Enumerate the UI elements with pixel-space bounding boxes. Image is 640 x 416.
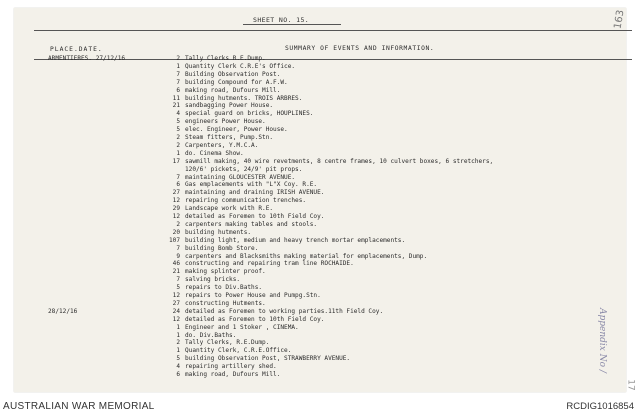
entry-text: maintaining GLOUCESTER AVENUE.: [185, 173, 296, 181]
entry-text: making road, Dufours Mill.: [185, 86, 281, 94]
entry-count: 2: [176, 141, 180, 149]
entry-row: [48, 316, 608, 324]
entry-row: [48, 134, 608, 142]
entry-count: 7: [176, 276, 180, 284]
entry-row: [48, 189, 608, 197]
footer-archive-name: AUSTRALIAN WAR MEMORIAL: [3, 401, 155, 412]
entry-row: [48, 276, 608, 284]
entry-count: 5: [176, 118, 180, 126]
entry-count: 6: [176, 181, 180, 189]
entry-count: 12: [172, 197, 180, 205]
entry-text: Tally Clerks, R.E.Dump.: [185, 339, 270, 347]
entry-text: sandbagging Power House.: [185, 102, 274, 110]
entry-row: [48, 126, 608, 134]
entry-count: 9: [176, 252, 180, 260]
entry-count: 1: [176, 62, 180, 70]
margin-annotation: Appendix No /: [597, 308, 607, 373]
entry-text: Tally Clerks R.E.Dump.: [185, 55, 266, 62]
entry-text: do. Div.Baths.: [185, 331, 237, 339]
entry-count: 12: [172, 315, 180, 323]
entry-text: building light, medium and heavy trench mortar emplacements.: [185, 236, 406, 244]
entry-text: Building Observation Post.: [185, 70, 281, 78]
entry-row: [48, 363, 608, 371]
sheet-number-underline: [243, 24, 341, 25]
entry-text: repairing artillery shed.: [185, 363, 277, 371]
entry-text: detailed as Foremen to 10th Field Coy.: [185, 315, 325, 323]
entry-text: repairing communication trenches.: [185, 197, 307, 205]
entry-count: 7: [176, 70, 180, 78]
entry-text: 120/6' pickets, 24/9' pit props.: [185, 165, 303, 173]
entry-row: [48, 205, 608, 213]
entry-text: special guard on bricks, HOUPLINES.: [185, 110, 314, 118]
entry-row: [48, 166, 608, 174]
sheet-number: SHEET NO. 15.: [253, 16, 310, 24]
entry-text: building Observation Post, STRAWBERRY AVENUE.: [185, 355, 351, 363]
footer-record-id: RCDIG1016854: [566, 401, 634, 412]
entry-text: detailed as Foremen to 10th Field Coy.: [185, 213, 325, 220]
entry-text: Quantity Clerk, C.R.E.Office.: [185, 347, 292, 355]
entry-row: [48, 102, 608, 110]
entry-text: carpenters and Blacksmiths making material for emplacements, Dump.: [185, 252, 428, 260]
entry-row: [48, 300, 608, 308]
entry-count: 17: [172, 157, 180, 165]
entry-row: [48, 347, 608, 355]
entry-count: 21: [172, 268, 180, 276]
entry-text: detailed as Foremen to working parties.11th Field Coy.: [185, 307, 384, 315]
entry-count: 27: [172, 189, 180, 197]
entry-row: [48, 324, 608, 332]
entry-row: [48, 245, 608, 253]
entry-row: [48, 118, 608, 126]
entry-count: 1: [176, 347, 180, 355]
entry-count: 2: [176, 339, 180, 347]
entry-count: 6: [176, 86, 180, 94]
entry-text: salving bricks.: [185, 276, 241, 284]
entry-text: Engineer and 1 Stoker , CINEMA.: [185, 323, 299, 331]
entry-row: [48, 55, 608, 63]
entry-row: [48, 292, 608, 300]
entry-count: 1: [176, 323, 180, 331]
entry-row: [48, 63, 608, 71]
entry-count: 7: [176, 244, 180, 252]
entry-count: 29: [172, 205, 180, 213]
entry-count: 7: [176, 173, 180, 181]
entry-text: Landscape work with R.E.: [185, 205, 274, 213]
entry-count: 1: [176, 331, 180, 339]
entry-text: Quantity Clerk C.R.E's Office.: [185, 62, 296, 70]
entry-row: [48, 197, 608, 205]
entry-text: making road, Dufours Mill.: [185, 371, 281, 378]
entry-row: [48, 181, 608, 189]
entry-count: 2: [176, 134, 180, 141]
entry-count: 4: [176, 110, 180, 118]
entry-text: maintaining and draining IRISH AVENUE.: [185, 189, 325, 197]
entry-count: 5: [176, 284, 180, 292]
entry-count: 107: [168, 236, 180, 244]
entry-count: 6: [176, 371, 180, 378]
entry-text: constructing Hutments.: [185, 299, 266, 307]
entry-text: building Compound for A.F.W.: [185, 78, 288, 86]
entry-row: [48, 268, 608, 276]
header-rule-top: [34, 30, 632, 31]
entry-row: [48, 308, 608, 316]
entry-row: [48, 237, 608, 245]
entry-text: elec. Engineer, Power House.: [185, 126, 288, 134]
entry-text: repairs to Power House and Pumpg.Stn.: [185, 292, 321, 299]
entry-text: Carpenters, Y.M.C.A.: [185, 141, 259, 149]
summary-heading: SUMMARY OF EVENTS AND INFORMATION.: [285, 45, 435, 52]
entry-row: [48, 150, 608, 158]
entry-count: 12: [172, 213, 180, 220]
entry-row: [48, 284, 608, 292]
entry-count: 21: [172, 102, 180, 110]
entry-place-date: 28/12/16: [48, 307, 78, 315]
entry-count: 1: [176, 149, 180, 157]
entry-count: 12: [172, 292, 180, 299]
entry-row: [48, 110, 608, 118]
entry-count: 46: [172, 260, 180, 268]
page-corner-number: 163: [612, 9, 627, 30]
entry-row: [48, 229, 608, 237]
entry-count: 2: [176, 55, 180, 62]
entry-row: [48, 174, 608, 182]
entry-row: [48, 95, 608, 103]
entry-row: [48, 142, 608, 150]
entry-text: engineers Power House.: [185, 118, 266, 126]
entry-text: Steam fitters, Pump.Stn.: [185, 134, 274, 141]
entry-row: [48, 339, 608, 347]
entry-row: [48, 332, 608, 340]
entry-count: 24: [172, 307, 180, 315]
entry-count: 5: [176, 355, 180, 363]
entry-text: Gas emplacements with "L"X Coy. R.E.: [185, 181, 318, 189]
entry-text: sawmill making, 40 wire revetments, 8 centre frames, 10 culvert boxes, 6 stretchers,: [185, 157, 494, 165]
entry-text: building hutments.: [185, 228, 252, 236]
entry-row: [48, 158, 608, 166]
entry-text: building Bomb Store.: [185, 244, 259, 252]
entry-row: [48, 71, 608, 79]
entry-text: making splinter proof.: [185, 268, 266, 276]
entry-row: [48, 260, 608, 268]
entry-row: [48, 87, 608, 95]
entry-text: constructing and repairing tram line ROCHAIDE.: [185, 260, 354, 268]
entry-text: building hutments. TROIS ARBRES.: [185, 94, 303, 102]
entry-row: [48, 253, 608, 261]
entry-row: [48, 79, 608, 87]
entry-row: [48, 213, 608, 221]
entry-count: 27: [172, 299, 180, 307]
entry-row: [48, 355, 608, 363]
entry-count: 2: [176, 220, 180, 228]
entry-count: 20: [172, 228, 180, 236]
entry-count: 5: [176, 126, 180, 134]
entry-count: 4: [176, 363, 180, 371]
entry-text: repairs to Div.Baths.: [185, 284, 263, 292]
entry-text: do. Cinema Show.: [185, 149, 244, 157]
entry-row: [48, 221, 608, 229]
entry-text: carpenters making tables and stools.: [185, 220, 318, 228]
bottom-corner-number: 17: [625, 379, 636, 391]
entry-row: [48, 371, 608, 379]
entry-place-date: ARMENTIERES. 27/12/16: [48, 55, 126, 62]
document-page: [14, 8, 636, 392]
entry-count: 7: [176, 78, 180, 86]
place-date-heading: PLACE.DATE.: [50, 46, 103, 53]
entry-count: 11: [172, 94, 180, 102]
